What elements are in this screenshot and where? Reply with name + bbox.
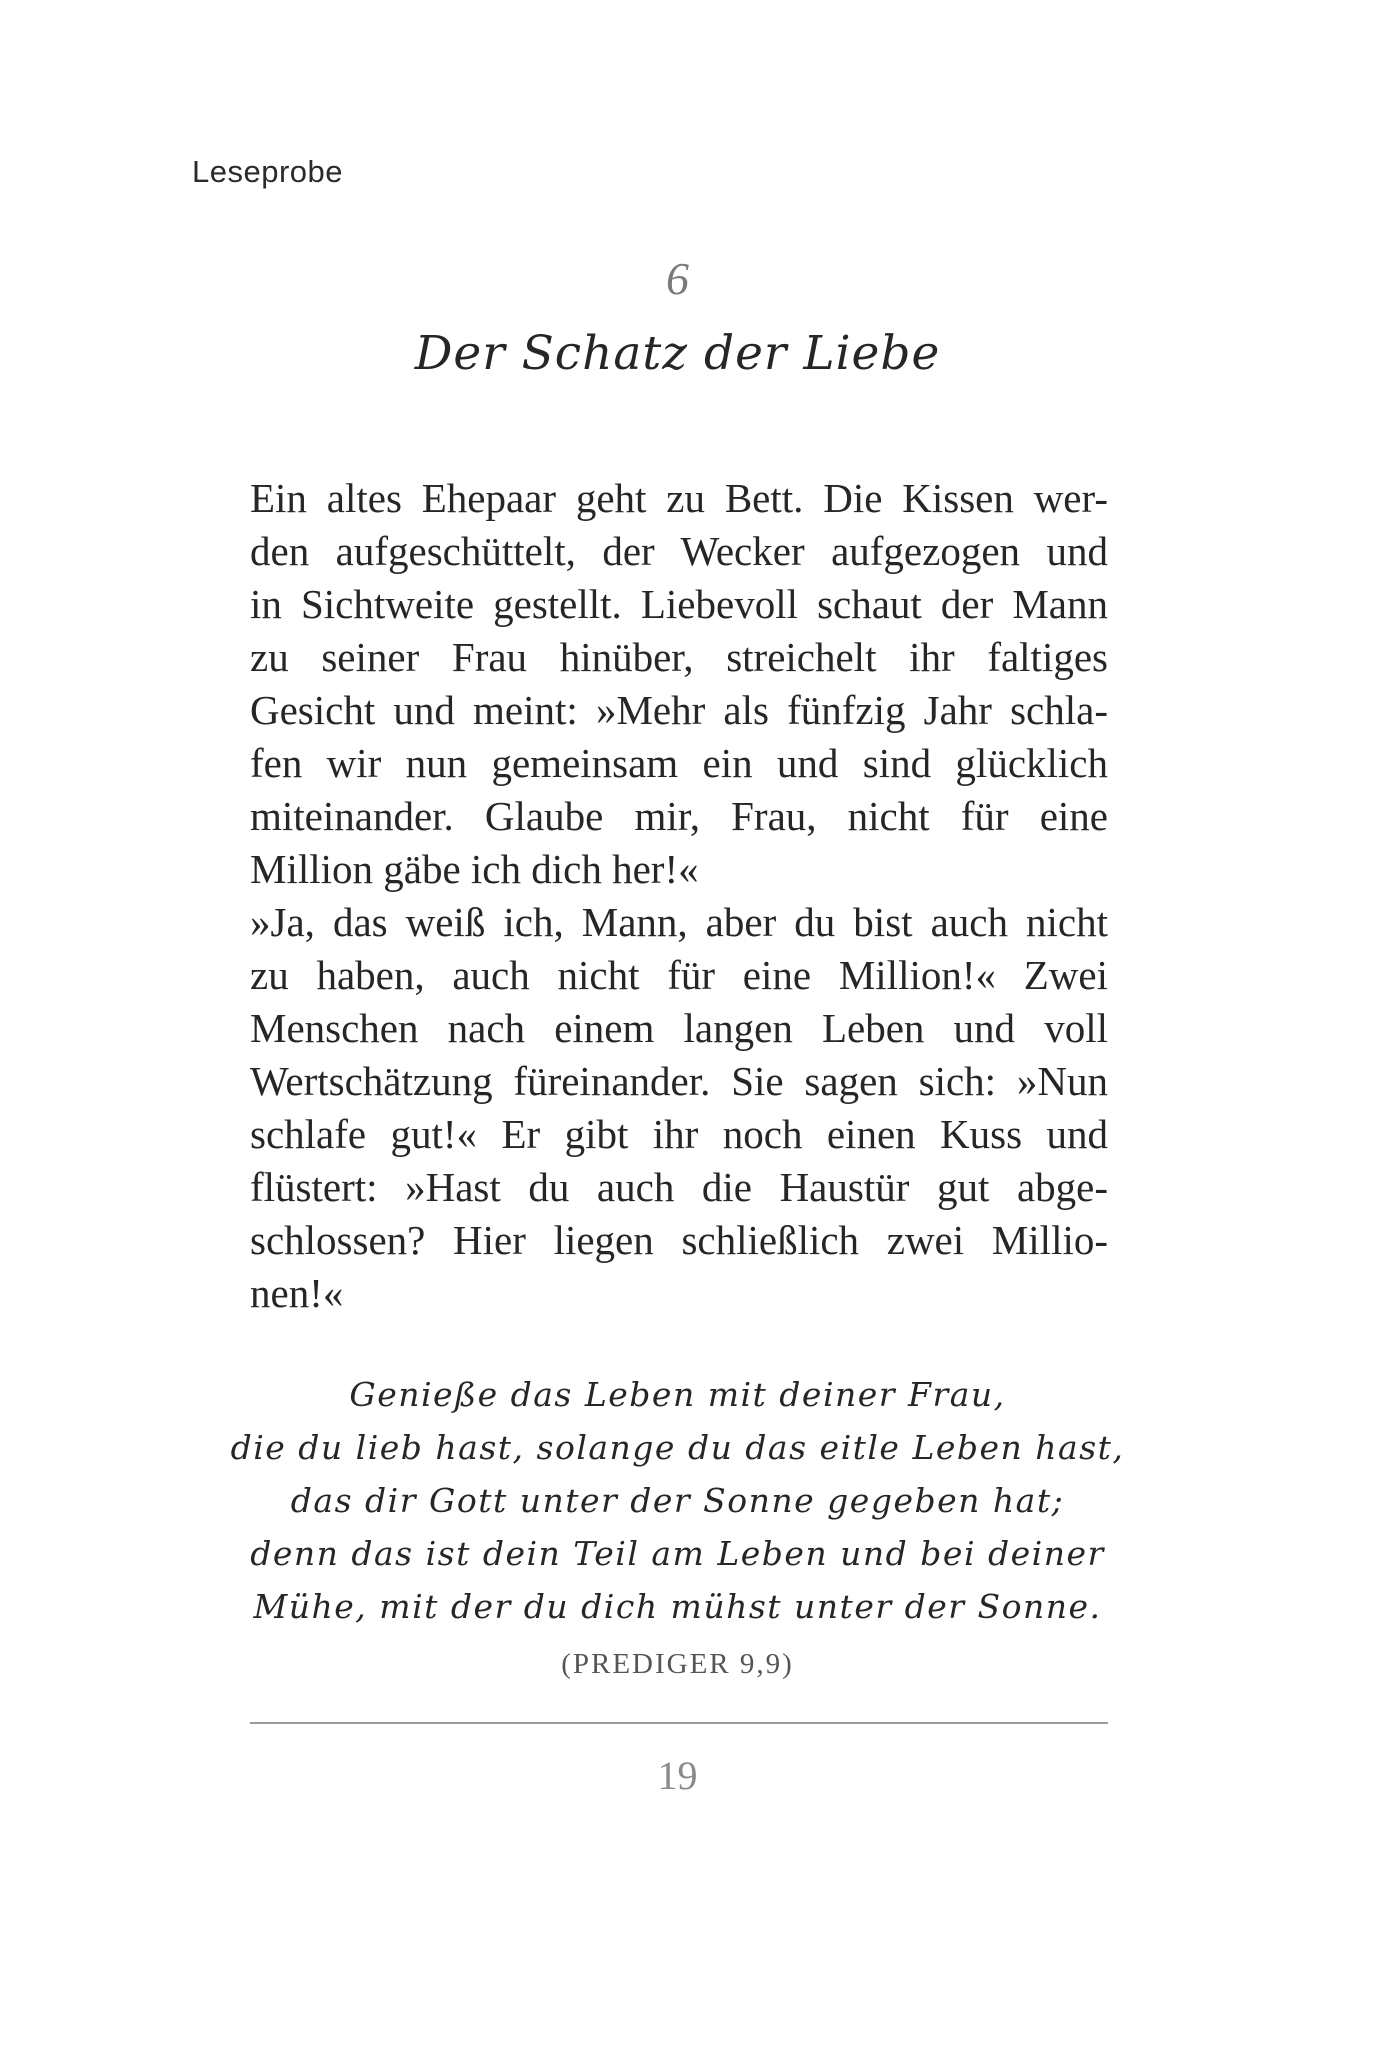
page-number: 19: [657, 1753, 698, 1798]
header-label: Leseprobe: [192, 154, 344, 189]
body-line: schlossen? Hier liegen schließlich zwei Millio-: [250, 1217, 1108, 1263]
body-line: fen wir nun gemeinsam ein und sind glücklich: [250, 740, 1108, 786]
footer-divider: [250, 1722, 1108, 1724]
chapter-number: 6: [666, 253, 689, 304]
body-line: Ein altes Ehepaar geht zu Bett. Die Kissen wer-: [250, 475, 1108, 521]
body-line: flüstert: »Hast du auch die Haustür gut abge-: [250, 1164, 1108, 1210]
body-line: zu seiner Frau hinüber, streichelt ihr faltiges: [250, 634, 1108, 680]
verse-line: denn das ist dein Teil am Leben und bei deiner: [250, 1534, 1105, 1573]
body-line: Gesicht und meint: »Mehr als fünfzig Jahr schla-: [250, 687, 1108, 733]
verse-citation: (PREDIGER 9,9): [561, 1648, 794, 1680]
chapter-title: Der Schatz der Liebe: [414, 326, 941, 381]
body-line: zu haben, auch nicht für eine Million!« Zwei: [250, 952, 1108, 998]
body-line: »Ja, das weiß ich, Mann, aber du bist auch nicht: [250, 899, 1108, 945]
body-line: Menschen nach einem langen Leben und voll: [250, 1005, 1108, 1051]
verse-line: die du lieb hast, solange du das eitle Leben hast,: [230, 1428, 1125, 1467]
body-line: in Sichtweite gestellt. Liebevoll schaut der Mann: [250, 581, 1108, 627]
body-line: den aufgeschüttelt, der Wecker aufgezogen und: [250, 528, 1108, 574]
verse-line: das dir Gott unter der Sonne gegeben hat;: [290, 1481, 1065, 1520]
body-line: miteinander. Glaube mir, Frau, nicht für eine: [250, 793, 1108, 839]
verse-line: Genieße das Leben mit deiner Frau,: [349, 1375, 1006, 1414]
body-line: Wertschätzung füreinander. Sie sagen sich: »Nun: [250, 1058, 1108, 1104]
body-line: nen!«: [250, 1270, 344, 1316]
body-line: Million gäbe ich dich her!«: [250, 846, 699, 892]
body-paragraph: [250, 472, 1108, 1320]
bible-verse: [0, 1368, 1355, 1633]
verse-line: Mühe, mit der du dich mühst unter der Sonne.: [253, 1587, 1102, 1626]
body-line: schlafe gut!« Er gibt ihr noch einen Kuss und: [250, 1111, 1108, 1157]
